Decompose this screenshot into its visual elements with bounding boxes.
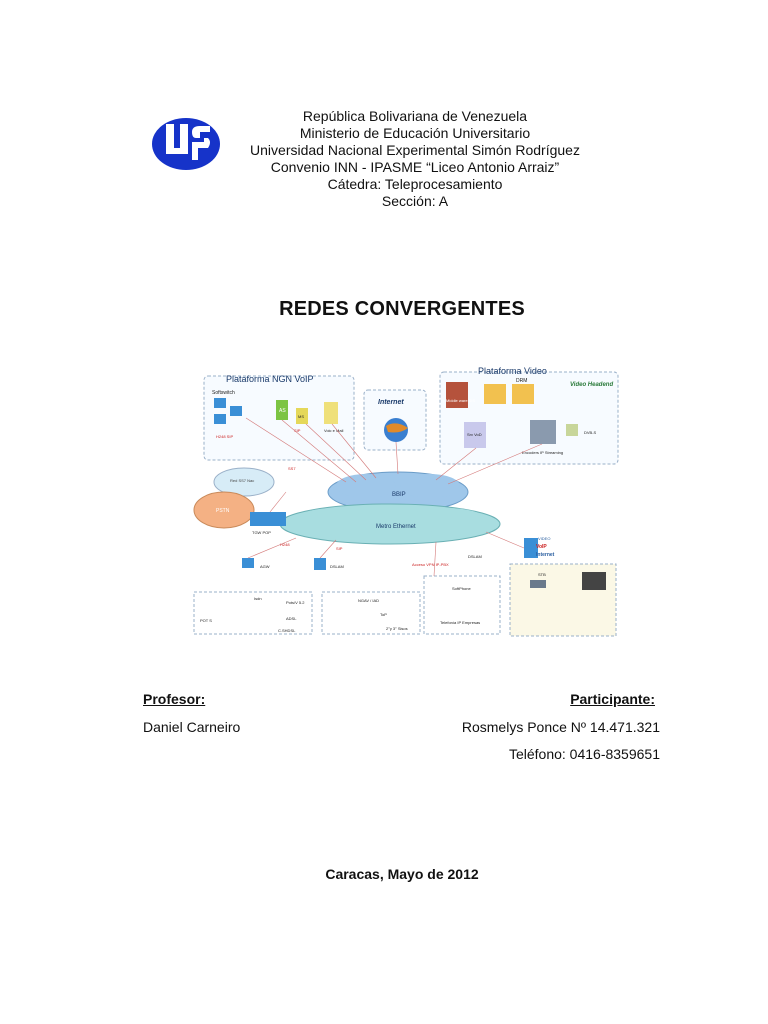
header-line-course: Cátedra: Teleprocesamiento	[327, 176, 503, 192]
converged-network-diagram	[186, 362, 620, 646]
floors-label: 2°y 3° Sisos	[386, 626, 408, 631]
stb-label: STB	[538, 572, 546, 577]
header-line-ministry: Ministerio de Educación Universitario	[299, 125, 531, 141]
drm-label: DRM	[516, 378, 528, 384]
video-service-label: VIDEO	[538, 536, 551, 541]
video-headend-label: Video Headend	[570, 382, 614, 388]
participant-name: Rosmelys Ponce Nº 14.471.321	[461, 719, 660, 735]
ms-label: MS	[298, 414, 304, 419]
professor-name: Daniel Carneiro	[143, 719, 241, 735]
professor-label: Profesor:	[143, 691, 206, 707]
dslam-label-1: DSLAM	[330, 564, 344, 569]
sip-label: SIP	[294, 428, 301, 433]
encoder-rack-icon	[530, 420, 556, 444]
internet-label: Internet	[378, 399, 404, 406]
institution-header	[230, 108, 600, 210]
stb-icon	[530, 580, 546, 588]
metro-ethernet-label: Metro Ethernet	[376, 524, 416, 530]
pots-label: POT S	[200, 618, 212, 623]
ngav-iad-label: NGAV / IAD	[358, 598, 380, 603]
enterprise-frame	[424, 576, 500, 634]
core-network-clouds	[280, 472, 500, 544]
dvbs-label: DVB-S	[584, 430, 597, 435]
vpn-access-label: Acceso VPN IP-PBX	[412, 562, 449, 567]
university-logo	[144, 108, 228, 178]
header-line-university: Universidad Nacional Experimental Simón Rodríguez	[250, 142, 580, 158]
h248-sip-label: H248 SIP	[216, 434, 234, 439]
document-title: REDES CONVERGENTES	[279, 298, 525, 320]
ngn-platform-title: Plataforma NGN VoIP	[226, 374, 314, 384]
pstn-label: PSTN	[216, 508, 230, 514]
middleware-label: Middle ware SIS	[446, 398, 476, 403]
ngn-platform-frame	[204, 374, 354, 460]
softphone-label: SoftPhone	[452, 586, 471, 591]
h248-label: H248	[280, 542, 290, 547]
as-label: AS	[279, 408, 286, 414]
top-label: ToP	[380, 612, 387, 617]
participant-label: Participante:	[570, 691, 655, 707]
encoders-label: Encoders IP Streaming	[522, 450, 564, 455]
place-and-date: Caracas, Mayo de 2012	[325, 866, 479, 882]
dslam-label-2: DSLAM	[468, 554, 482, 559]
softswitch-label: Softswitch	[212, 390, 235, 396]
video-platform-title: Plataforma Video	[478, 366, 547, 376]
header-line-agreement: Convenio INN - IPASME “Liceo Antonio Arraiz”	[270, 159, 560, 175]
vod-label: Srv VoD	[467, 432, 482, 437]
softswitch-box-icon	[214, 398, 226, 408]
tv-icon	[582, 572, 606, 590]
internet-frame	[364, 390, 426, 450]
cshdsl-label: C.SHDSL	[278, 628, 296, 633]
softswitch-box-icon-3	[214, 414, 226, 424]
voicemail-label: Voic e Mail	[324, 428, 344, 433]
participant-phone: Teléfono: 0416-8359651	[508, 746, 660, 762]
tgw-pop-label: TGW POP	[252, 530, 271, 535]
internet-service-label: Internet	[536, 552, 555, 558]
tgw-pop-icon	[250, 512, 286, 526]
softswitch-box-icon-2	[230, 406, 242, 416]
drm-box-icon-2	[512, 384, 534, 404]
voicemail-server-icon	[324, 402, 338, 424]
ss7-label: SS7	[288, 466, 296, 471]
bbip-label: BBIP	[392, 492, 406, 498]
voip-service-label: VoIP	[536, 544, 547, 550]
agw-icon	[242, 558, 254, 568]
header-line-republic: República Bolivariana de Venezuela	[302, 108, 528, 124]
satellite-dish-icon	[566, 424, 578, 436]
adsl-label: ADSL	[286, 616, 297, 621]
pstn-section	[194, 466, 296, 547]
ip-telephony-label: Telefonía IP Empresas	[440, 620, 481, 625]
isdn-label: Isdn	[254, 596, 262, 601]
access-section	[194, 536, 616, 636]
header-line-section: Sección: A	[381, 193, 449, 209]
red-ss7-label: Red SS7 Nac	[230, 478, 255, 483]
dslam-icon	[314, 558, 326, 570]
middleware-server-icon	[446, 382, 468, 408]
sip-label-2: SIP	[336, 546, 343, 551]
drm-box-icon	[484, 384, 506, 404]
agw-label: AGW	[260, 564, 270, 569]
pots-v52-label: Pots/V 5.2	[286, 600, 305, 605]
